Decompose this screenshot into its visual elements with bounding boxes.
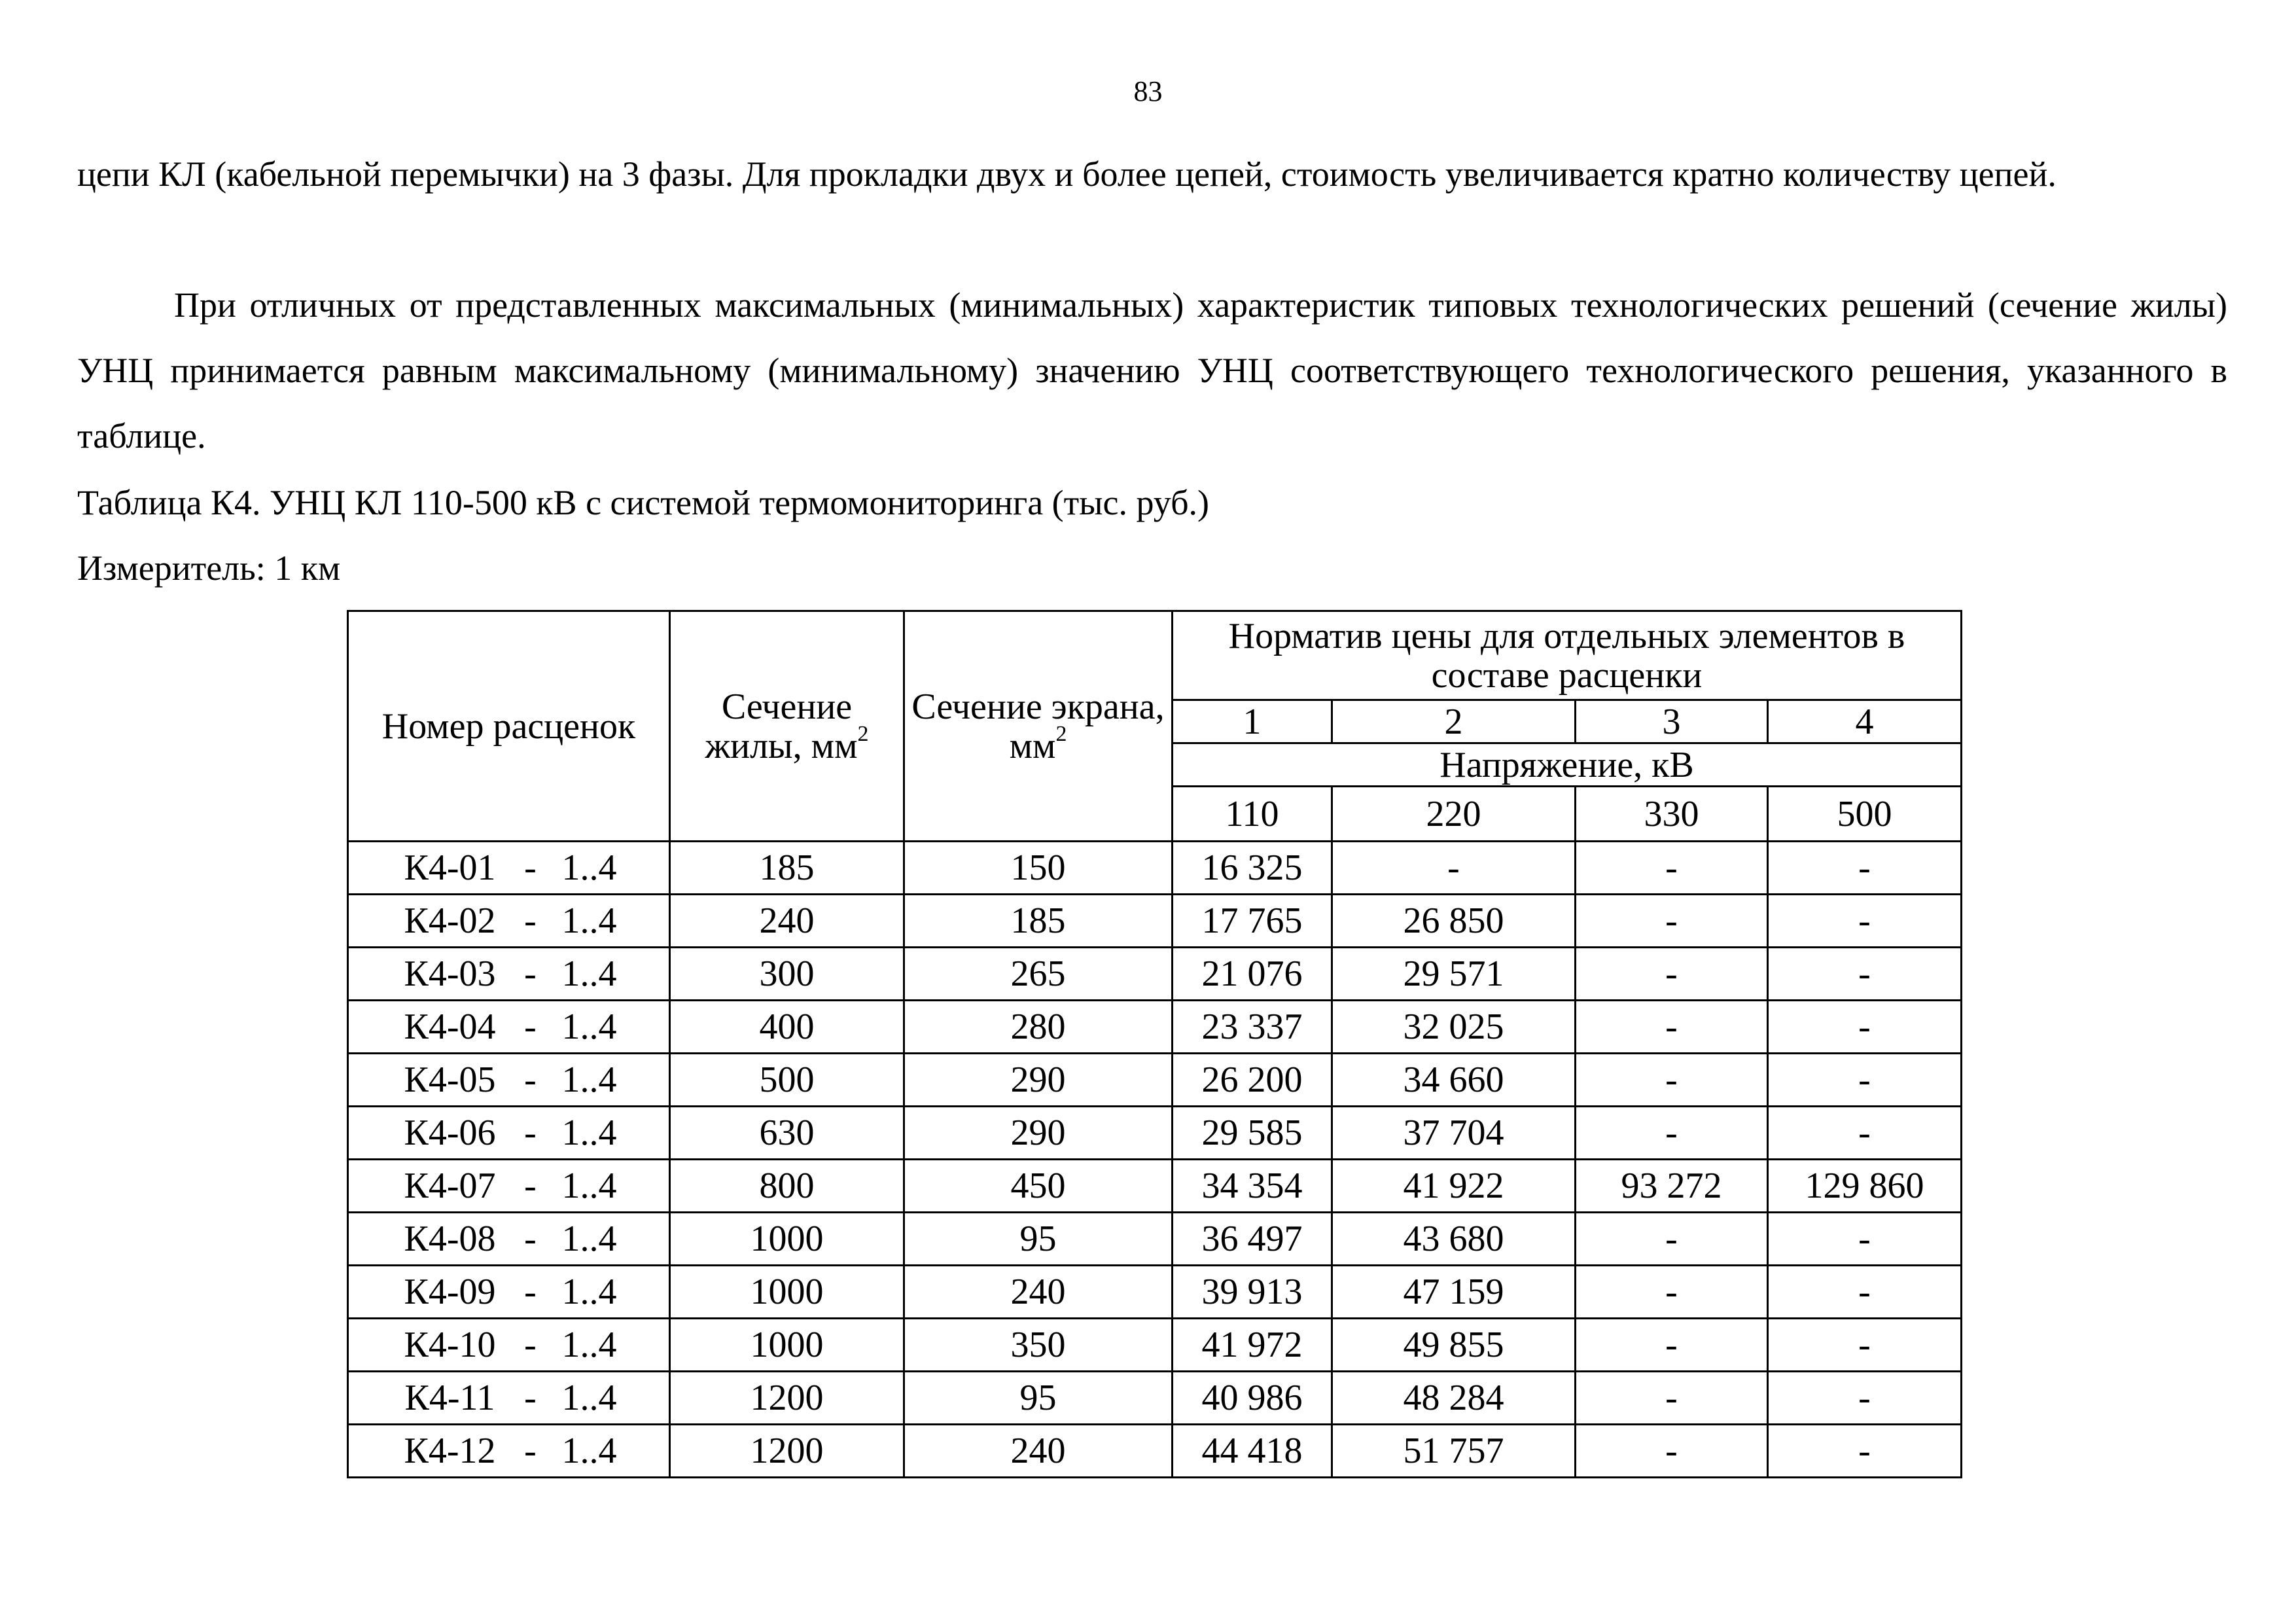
cell-price-330kv: - — [1576, 1266, 1768, 1319]
cell-core-section: 400 — [670, 1001, 904, 1054]
header-element-4: 4 — [1768, 700, 1962, 743]
cell-price-500kv: 129 860 — [1768, 1160, 1962, 1213]
code-dash: - — [524, 901, 537, 941]
table-row — [348, 1001, 1962, 1054]
paragraph-1: цепи КЛ (кабельной перемычки) на 3 фазы. Для прокладки двух и более цепей, стоимость увеличивается кратно количеству цепей. — [77, 154, 2057, 194]
code-dash: - — [524, 847, 537, 888]
table-caption: Таблица К4. УНЦ КЛ 110-500 кВ с системой термомониторинга (тыс. руб.) — [77, 483, 1210, 522]
code-range: 1..4 — [561, 1431, 617, 1471]
cell-price-110kv: 29 585 — [1173, 1107, 1332, 1160]
cell-price-110kv: 17 765 — [1173, 895, 1332, 948]
code-dash: - — [524, 954, 537, 994]
code-dash: - — [524, 1325, 537, 1365]
cell-price-220kv: 29 571 — [1332, 948, 1576, 1001]
cell-screen-section: 290 — [904, 1107, 1173, 1160]
code-range: 1..4 — [561, 901, 617, 941]
page-number: 83 — [1133, 75, 1163, 107]
code-code: К4-09 — [404, 1272, 496, 1312]
code-range: 1..4 — [561, 1007, 617, 1047]
cell-code — [348, 1425, 670, 1478]
code-code: К4-10 — [404, 1325, 496, 1365]
cell-code — [348, 1001, 670, 1054]
table-row — [348, 1425, 1962, 1478]
header-voltage-500: 500 — [1768, 787, 1962, 842]
cell-price-500kv: - — [1768, 1001, 1962, 1054]
header-element-2: 2 — [1332, 700, 1576, 743]
cell-core-section: 185 — [670, 842, 904, 895]
table-row — [348, 1107, 1962, 1160]
table-row — [348, 1266, 1962, 1319]
code-code: К4-01 — [404, 847, 496, 888]
cell-price-500kv: - — [1768, 948, 1962, 1001]
cell-price-220kv: 37 704 — [1332, 1107, 1576, 1160]
code-dash: - — [524, 1272, 537, 1312]
cell-price-220kv: 49 855 — [1332, 1319, 1576, 1372]
cell-core-section: 1000 — [670, 1319, 904, 1372]
cell-code — [348, 1054, 670, 1107]
cell-screen-section: 240 — [904, 1425, 1173, 1478]
cell-price-220kv: 51 757 — [1332, 1425, 1576, 1478]
cell-price-330kv: - — [1576, 1054, 1768, 1107]
cell-core-section: 500 — [670, 1054, 904, 1107]
cell-price-110kv: 21 076 — [1173, 948, 1332, 1001]
paragraph-2: При отличных от представленных максимальных (минимальных) характеристик типовых технологических решений (сечение жилы) УНЦ принимается равным максимальному (минимальному) значению УНЦ соответствующего технологического решения, указанного в таблице. — [77, 285, 2227, 455]
cell-price-110kv: 41 972 — [1173, 1319, 1332, 1372]
cell-price-110kv: 34 354 — [1173, 1160, 1332, 1213]
cell-price-110kv: 26 200 — [1173, 1054, 1332, 1107]
cell-code — [348, 1372, 670, 1425]
cell-price-110kv: 16 325 — [1173, 842, 1332, 895]
table-row — [348, 1054, 1962, 1107]
code-code: К4-07 — [404, 1166, 496, 1206]
cell-core-section: 300 — [670, 948, 904, 1001]
cell-code — [348, 1266, 670, 1319]
header-core-section: Сечение жилы, $мм^2$ — [670, 611, 904, 842]
cell-price-500kv: - — [1768, 842, 1962, 895]
header-code: Номер расценок — [348, 611, 670, 842]
code-code: К4-04 — [404, 1007, 496, 1047]
cell-price-220kv: 26 850 — [1332, 895, 1576, 948]
code-range: 1..4 — [561, 847, 617, 888]
cell-price-220kv: 34 660 — [1332, 1054, 1576, 1107]
code-range: 1..4 — [561, 1060, 617, 1100]
cell-price-110kv: 44 418 — [1173, 1425, 1332, 1478]
cell-price-330kv: - — [1576, 842, 1768, 895]
table-row — [348, 1319, 1962, 1372]
price-table — [347, 610, 1962, 1478]
table-body — [348, 842, 1962, 1478]
cell-price-220kv: - — [1332, 842, 1576, 895]
cell-price-220kv: 47 159 — [1332, 1266, 1576, 1319]
cell-code — [348, 1160, 670, 1213]
table-row — [348, 1160, 1962, 1213]
cell-code — [348, 1213, 670, 1266]
cell-core-section: 240 — [670, 895, 904, 948]
header-element-3: 3 — [1576, 700, 1768, 743]
code-dash: - — [524, 1060, 537, 1100]
header-voltage-110: 110 — [1173, 787, 1332, 842]
cell-price-220kv: 41 922 — [1332, 1160, 1576, 1213]
code-range: 1..4 — [561, 1325, 617, 1365]
table-row — [348, 842, 1962, 895]
code-code: К4-03 — [404, 954, 496, 994]
code-range: 1..4 — [561, 1272, 617, 1312]
table-row — [348, 948, 1962, 1001]
cell-code — [348, 948, 670, 1001]
cell-core-section: 800 — [670, 1160, 904, 1213]
table-row — [348, 1213, 1962, 1266]
cell-price-110kv: 39 913 — [1173, 1266, 1332, 1319]
cell-code — [348, 895, 670, 948]
header-voltage: Напряжение, кВ — [1173, 743, 1962, 787]
cell-price-500kv: - — [1768, 1372, 1962, 1425]
cell-price-500kv: - — [1768, 1213, 1962, 1266]
cell-screen-section: 185 — [904, 895, 1173, 948]
cell-screen-section: 280 — [904, 1001, 1173, 1054]
cell-price-220kv: 32 025 — [1332, 1001, 1576, 1054]
cell-price-330kv: - — [1576, 1372, 1768, 1425]
cell-core-section: 630 — [670, 1107, 904, 1160]
cell-core-section: 1200 — [670, 1425, 904, 1478]
cell-price-330kv: - — [1576, 1107, 1768, 1160]
cell-core-section: 1200 — [670, 1372, 904, 1425]
cell-price-500kv: - — [1768, 1107, 1962, 1160]
cell-screen-section: 290 — [904, 1054, 1173, 1107]
code-code: К4-11 — [404, 1378, 495, 1418]
cell-price-500kv: - — [1768, 1319, 1962, 1372]
cell-price-330kv: 93 272 — [1576, 1160, 1768, 1213]
cell-code — [348, 1319, 670, 1372]
header-element-1: 1 — [1173, 700, 1332, 743]
cell-code — [348, 1107, 670, 1160]
header-screen-section: Сечение экрана, $мм^2$ — [904, 611, 1173, 842]
code-dash: - — [524, 1007, 537, 1047]
cell-price-220kv: 48 284 — [1332, 1372, 1576, 1425]
code-code: К4-08 — [404, 1219, 496, 1259]
cell-price-500kv: - — [1768, 1425, 1962, 1478]
code-code: К4-12 — [404, 1431, 496, 1471]
cell-price-330kv: - — [1576, 1319, 1768, 1372]
cell-core-section: 1000 — [670, 1213, 904, 1266]
cell-price-500kv: - — [1768, 895, 1962, 948]
cell-price-220kv: 43 680 — [1332, 1213, 1576, 1266]
code-code: К4-05 — [404, 1060, 496, 1100]
cell-price-110kv: 23 337 — [1173, 1001, 1332, 1054]
code-code: К4-02 — [404, 901, 496, 941]
header-voltage-330: 330 — [1576, 787, 1768, 842]
cell-price-330kv: - — [1576, 1425, 1768, 1478]
cell-price-500kv: - — [1768, 1266, 1962, 1319]
cell-screen-section: 350 — [904, 1319, 1173, 1372]
code-range: 1..4 — [561, 1378, 617, 1418]
cell-price-330kv: - — [1576, 895, 1768, 948]
table-row — [348, 1372, 1962, 1425]
measure-unit: Измеритель: 1 км — [77, 548, 341, 588]
cell-code — [348, 842, 670, 895]
header-voltage-220: 220 — [1332, 787, 1576, 842]
code-range: 1..4 — [561, 1166, 617, 1206]
code-range: 1..4 — [561, 1113, 617, 1153]
cell-price-500kv: - — [1768, 1054, 1962, 1107]
cell-screen-section: 265 — [904, 948, 1173, 1001]
cell-price-330kv: - — [1576, 1213, 1768, 1266]
cell-price-110kv: 36 497 — [1173, 1213, 1332, 1266]
cell-screen-section: 150 — [904, 842, 1173, 895]
code-dash: - — [524, 1166, 537, 1206]
cell-screen-section: 95 — [904, 1213, 1173, 1266]
cell-price-330kv: - — [1576, 948, 1768, 1001]
code-dash: - — [524, 1431, 537, 1471]
code-range: 1..4 — [561, 1219, 617, 1259]
code-code: К4-06 — [404, 1113, 496, 1153]
table-row — [348, 895, 1962, 948]
code-dash: - — [524, 1113, 537, 1153]
cell-screen-section: 95 — [904, 1372, 1173, 1425]
code-range: 1..4 — [561, 954, 617, 994]
cell-screen-section: 450 — [904, 1160, 1173, 1213]
header-norm-group: Норматив цены для отдельных элементов в составе расценки — [1173, 611, 1962, 700]
cell-price-110kv: 40 986 — [1173, 1372, 1332, 1425]
code-dash: - — [524, 1378, 537, 1418]
cell-core-section: 1000 — [670, 1266, 904, 1319]
code-dash: - — [524, 1219, 537, 1259]
cell-screen-section: 240 — [904, 1266, 1173, 1319]
cell-price-330kv: - — [1576, 1001, 1768, 1054]
